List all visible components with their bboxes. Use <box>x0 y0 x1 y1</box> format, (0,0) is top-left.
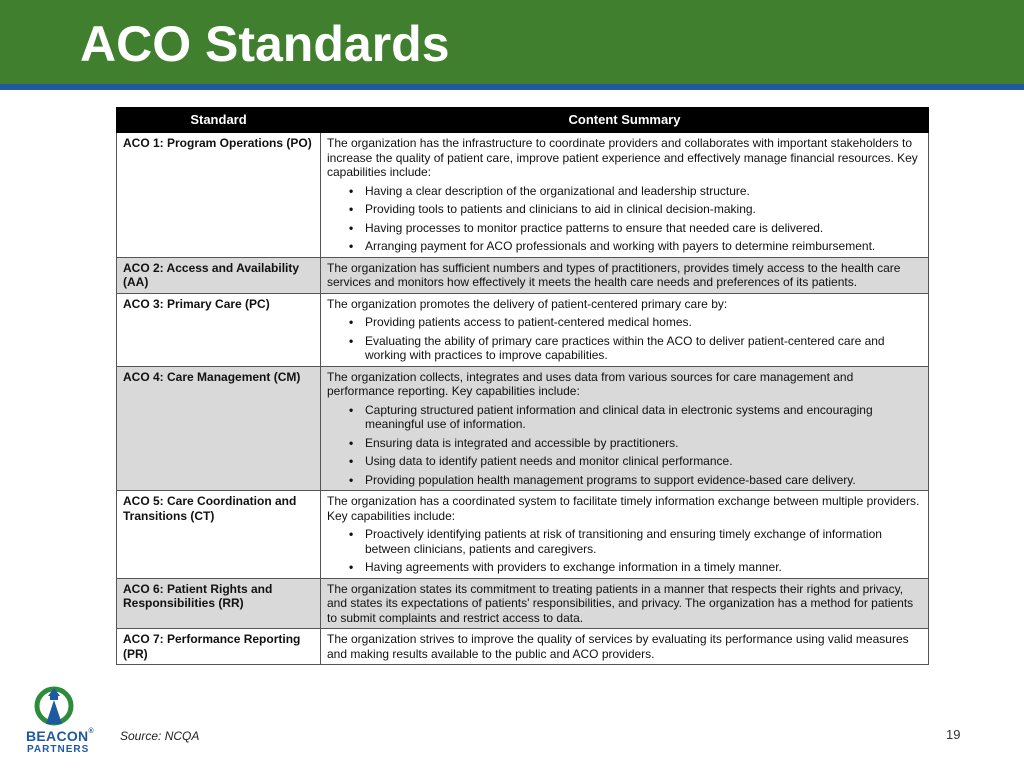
content-summary-cell <box>321 257 929 293</box>
slide-title: ACO Standards <box>80 16 450 72</box>
page-number: 19 <box>946 727 961 742</box>
content-summary-cell <box>321 293 929 366</box>
list-item: • Proactively identifying patients at risk of transitioning and ensuring timely exchange of information between clinicians, patients and caregivers. <box>349 527 922 556</box>
table-row <box>117 366 929 491</box>
content-summary-text: The organization states its commitment to treating patients in a manner that respects their rights and privacy, and states its expectations of patients' responsibilities, and privacy. The organization has a method for patients to submit complaints and restrict access to data. <box>327 581 914 625</box>
table-row <box>117 629 929 665</box>
source-citation: Source: NCQA <box>120 729 200 743</box>
standard-name: ACO 6: Patient Rights and Responsibilities (RR) <box>117 578 321 629</box>
slide-header <box>0 0 1024 84</box>
list-item: • Having a clear description of the organizational and leadership structure. <box>349 184 922 199</box>
list-item: • Having agreements with providers to exchange information in a timely manner. <box>349 560 922 575</box>
registered-mark: ® <box>88 728 94 735</box>
content-summary-text: The organization has a coordinated system to facilitate timely information exchange between multiple providers. Key capabilities include: <box>327 494 920 523</box>
standard-name: ACO 5: Care Coordination and Transitions (CT) <box>117 491 321 579</box>
standard-name: ACO 1: Program Operations (PO) <box>117 133 321 258</box>
content-summary-text: The organization has sufficient numbers and types of practitioners, provides timely access to the health care services and monitors how effectively it meets the health care needs and preferences of its patients. <box>327 260 901 289</box>
standard-name: ACO 7: Performance Reporting (PR) <box>117 629 321 665</box>
logo-wordmark: BEACON® <box>26 728 94 744</box>
table-row <box>117 257 929 293</box>
column-header-content-summary: Content Summary <box>321 108 929 133</box>
content-summary-text: The organization strives to improve the quality of services by evaluating its performance using valid measures and making results available to the public and ACO providers. <box>327 632 909 661</box>
capabilities-list <box>327 315 922 363</box>
header-stripe <box>0 84 1024 90</box>
list-item: • Providing population health management programs to support evidence-based care delivery. <box>349 473 922 488</box>
list-item: • Capturing structured patient information and clinical data in electronic systems and encouraging meaningful use of information. <box>349 403 922 432</box>
standard-name: ACO 2: Access and Availability (AA) <box>117 257 321 293</box>
table-row <box>117 293 929 366</box>
content-summary-text: The organization collects, integrates and uses data from various sources for care management and performance reporting. Key capabilities include: <box>327 369 854 398</box>
table-header-row <box>117 108 929 133</box>
list-item: • Ensuring data is integrated and accessible by practitioners. <box>349 436 922 451</box>
table-row <box>117 491 929 579</box>
capabilities-list <box>327 527 922 575</box>
content-summary-text: The organization has the infrastructure to coordinate providers and collaborates with important stakeholders to increase the quality of patient care, improve patient experience and effectively manage financial resources. Key capabilities include: <box>327 136 918 179</box>
list-item: • Providing patients access to patient-centered medical homes. <box>349 315 922 330</box>
aco-standards-table <box>116 107 929 665</box>
capabilities-list <box>327 403 922 488</box>
table-row <box>117 578 929 629</box>
content-summary-cell <box>321 578 929 629</box>
table-row <box>117 133 929 258</box>
standard-name: ACO 4: Care Management (CM) <box>117 366 321 491</box>
content-summary-cell <box>321 491 929 579</box>
standard-name: ACO 3: Primary Care (PC) <box>117 293 321 366</box>
list-item: • Evaluating the ability of primary care practices within the ACO to deliver patient-centered care and working with practices to improve capabilities. <box>349 334 922 363</box>
list-item: • Arranging payment for ACO professionals and working with payers to determine reimbursement. <box>349 239 922 254</box>
list-item: • Providing tools to patients and clinicians to aid in clinical decision-making. <box>349 202 922 217</box>
column-header-standard: Standard <box>117 108 321 133</box>
capabilities-list <box>327 184 922 254</box>
content-summary-text: The organization promotes the delivery of patient-centered primary care by: <box>327 296 728 311</box>
list-item: • Using data to identify patient needs and monitor clinical performance. <box>349 454 922 469</box>
content-summary-cell <box>321 366 929 491</box>
content-summary-cell <box>321 133 929 258</box>
content-summary-cell <box>321 629 929 665</box>
list-item: • Having processes to monitor practice patterns to ensure that needed care is delivered. <box>349 221 922 236</box>
logo-subtext: PARTNERS <box>27 744 90 755</box>
